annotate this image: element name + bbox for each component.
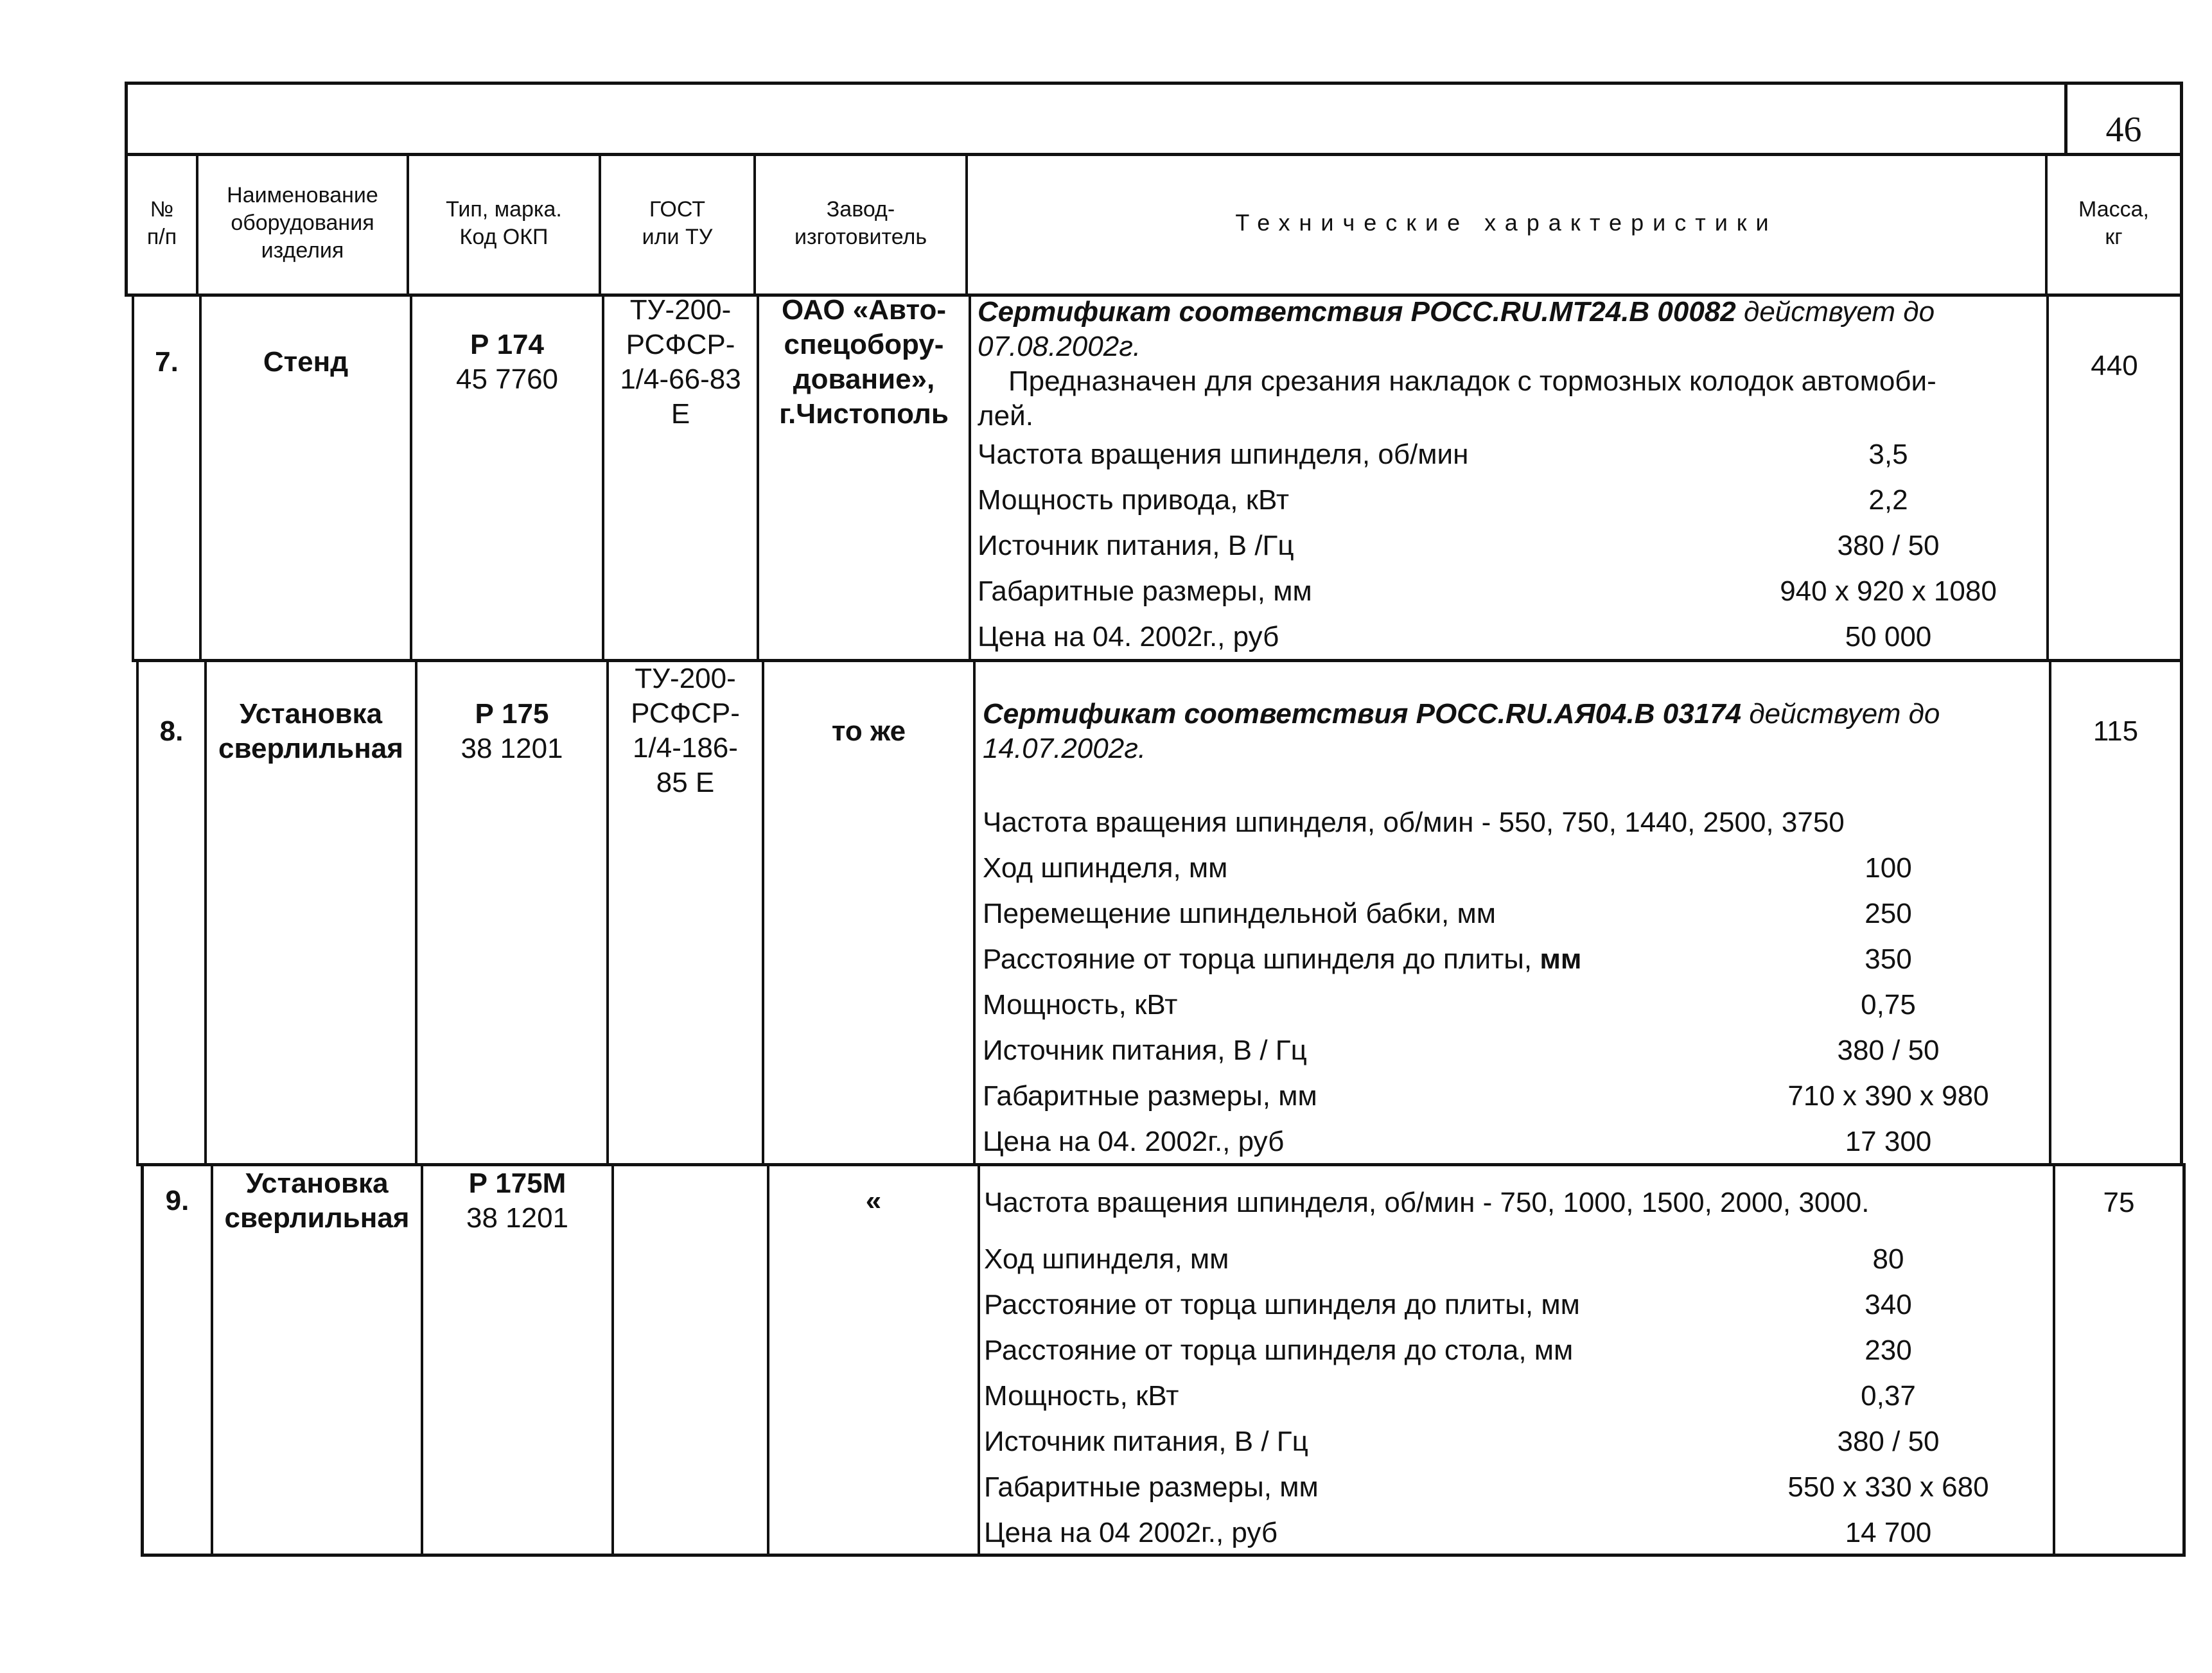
spec-label: Источник питания, В / Гц [983, 1035, 1307, 1066]
row8-gost: ТУ-200- РСФСР- 1/4-186- 85 Е [631, 663, 740, 798]
r7-sep-5 [969, 293, 971, 661]
row9-num: 9. [165, 1185, 189, 1216]
row8-num: 8. [159, 715, 184, 747]
r9-sep-4 [767, 1163, 769, 1556]
r7-right [2180, 293, 2183, 661]
spec-value: 80 [1872, 1243, 1904, 1275]
spec-value: 230 [1865, 1335, 1912, 1366]
spec-value: 710 x 390 x 980 [1787, 1080, 1989, 1112]
spec-value: 940 x 920 x 1080 [1780, 575, 1997, 607]
spec-value: 380 / 50 [1837, 1035, 1940, 1066]
header-type: Тип, марка. Код ОКП [446, 197, 562, 249]
row7-type: Р 174 45 7760 [455, 329, 559, 395]
spec-value: 0,37 [1861, 1380, 1916, 1412]
header-mass: Масса, кг [2078, 197, 2149, 249]
spec-value: 380 / 50 [1837, 1426, 1940, 1457]
r9-sep-5 [978, 1163, 980, 1556]
row9-maker: « [865, 1185, 882, 1216]
row7-name: Стенд [263, 346, 349, 378]
spec-label: Габаритные размеры, мм [984, 1471, 1319, 1503]
header-top-border [125, 153, 2182, 156]
spec-label: Перемещение шпиндельной бабки, мм [983, 898, 1497, 929]
page-number: 46 [2105, 110, 2142, 150]
row8-type: Р 175 38 1201 [461, 698, 563, 764]
spec-label: Расстояние от торца шпинделя до стола, мм [984, 1335, 1574, 1366]
spec-value: 0,75 [1861, 989, 1916, 1020]
spec-label: Цена на 04. 2002г., руб [983, 1126, 1285, 1157]
r8-right [2180, 659, 2183, 1165]
row9-type: Р 175М 38 1201 [466, 1168, 569, 1234]
spec-label: Ход шпинделя, мм [984, 1243, 1229, 1275]
r7-bottom [132, 659, 2183, 662]
spec-value: 100 [1865, 852, 1912, 884]
spec-label: Источник питания, В / Гц [984, 1426, 1308, 1457]
row7-num: 7. [155, 346, 179, 378]
spec-label: Расстояние от торца шпинделя до плиты, мм [984, 1289, 1580, 1320]
spec-label: Мощность, кВт [983, 989, 1178, 1020]
row9-mass: 75 [2103, 1187, 2135, 1218]
spec-value: 380 / 50 [1837, 530, 1940, 561]
spec-value: 350 [1865, 943, 1912, 975]
row9-name: Установка сверлильная [224, 1168, 410, 1234]
row9-speed-line: Частота вращения шпинделя, об/мин - 750, 1000, 1500, 2000, 3000. [984, 1187, 1870, 1218]
header-num: № п/п [146, 197, 177, 249]
spec-label: Ход шпинделя, мм [983, 852, 1228, 884]
header-name: Наименование оборудования изделия [227, 183, 378, 263]
row8-certificate: Сертификат соответствия РОСС.RU.АЯ04.В 03174 действует до 14.07.2002г. [983, 698, 1940, 764]
spec-label: Источник питания, В /Гц [978, 530, 1294, 561]
spec-value: 3,5 [1868, 439, 1908, 470]
row7-purpose: Предназначен для срезания накладок с тормозных колодок автомоби- лей. [978, 365, 1936, 432]
header-gost: ГОСТ или ТУ [642, 197, 713, 249]
row8-speed-line: Частота вращения шпинделя, об/мин - 550, 750, 1440, 2500, 3750 [983, 807, 1845, 838]
row8-maker: то же [831, 715, 906, 747]
spec-label: Мощность привода, кВт [978, 484, 1290, 516]
row7-gost: ТУ-200- РСФСР- 1/4-66-83 Е [620, 294, 741, 430]
spec-value: 340 [1865, 1289, 1912, 1320]
spec-label: Частота вращения шпинделя, об/мин [978, 439, 1469, 470]
row8-name: Установка сверлильная [218, 698, 403, 764]
spec-label: Габаритные размеры, мм [983, 1080, 1317, 1112]
spec-value: 17 300 [1845, 1126, 1932, 1157]
spec-value: 550 x 330 x 680 [1787, 1471, 1989, 1503]
row7-certificate: Сертификат соответствия РОСС.RU.МТ24.В 00082 действует до 07.08.2002г. [978, 296, 1935, 362]
header-specs: Технические характеристики [1235, 209, 1778, 236]
row8-mass: 115 [2093, 715, 2139, 747]
r9-sep-3 [611, 1163, 614, 1556]
row7-maker: ОАО «Авто- спецобору- дование», г.Чистополь [779, 294, 949, 430]
r9-right [2182, 1163, 2186, 1556]
spec-value: 14 700 [1845, 1517, 1932, 1548]
spec-value: 250 [1865, 898, 1912, 929]
r8-sep-5 [973, 659, 976, 1165]
table-bottom-border [141, 1554, 2186, 1557]
spec-value: 50 000 [1845, 621, 1932, 653]
spec-label: Цена на 04 2002г., руб [984, 1517, 1278, 1548]
spec-label: Габаритные размеры, мм [978, 575, 1312, 607]
header-maker: Завод- изготовитель [794, 197, 927, 249]
spec-label: Мощность, кВт [984, 1380, 1179, 1412]
table-right-border-top [2180, 82, 2183, 296]
table-top-border [125, 82, 2182, 85]
spec-value: 2,2 [1868, 484, 1908, 516]
row7-mass: 440 [2091, 350, 2138, 381]
r9-sep-6 [2053, 1163, 2055, 1556]
spec-label: Цена на 04. 2002г., руб [978, 621, 1279, 653]
table-left-border-top [125, 82, 128, 296]
r9-left [141, 1163, 144, 1556]
spec-label: Расстояние от торца шпинделя до плиты, мм [983, 943, 1582, 975]
